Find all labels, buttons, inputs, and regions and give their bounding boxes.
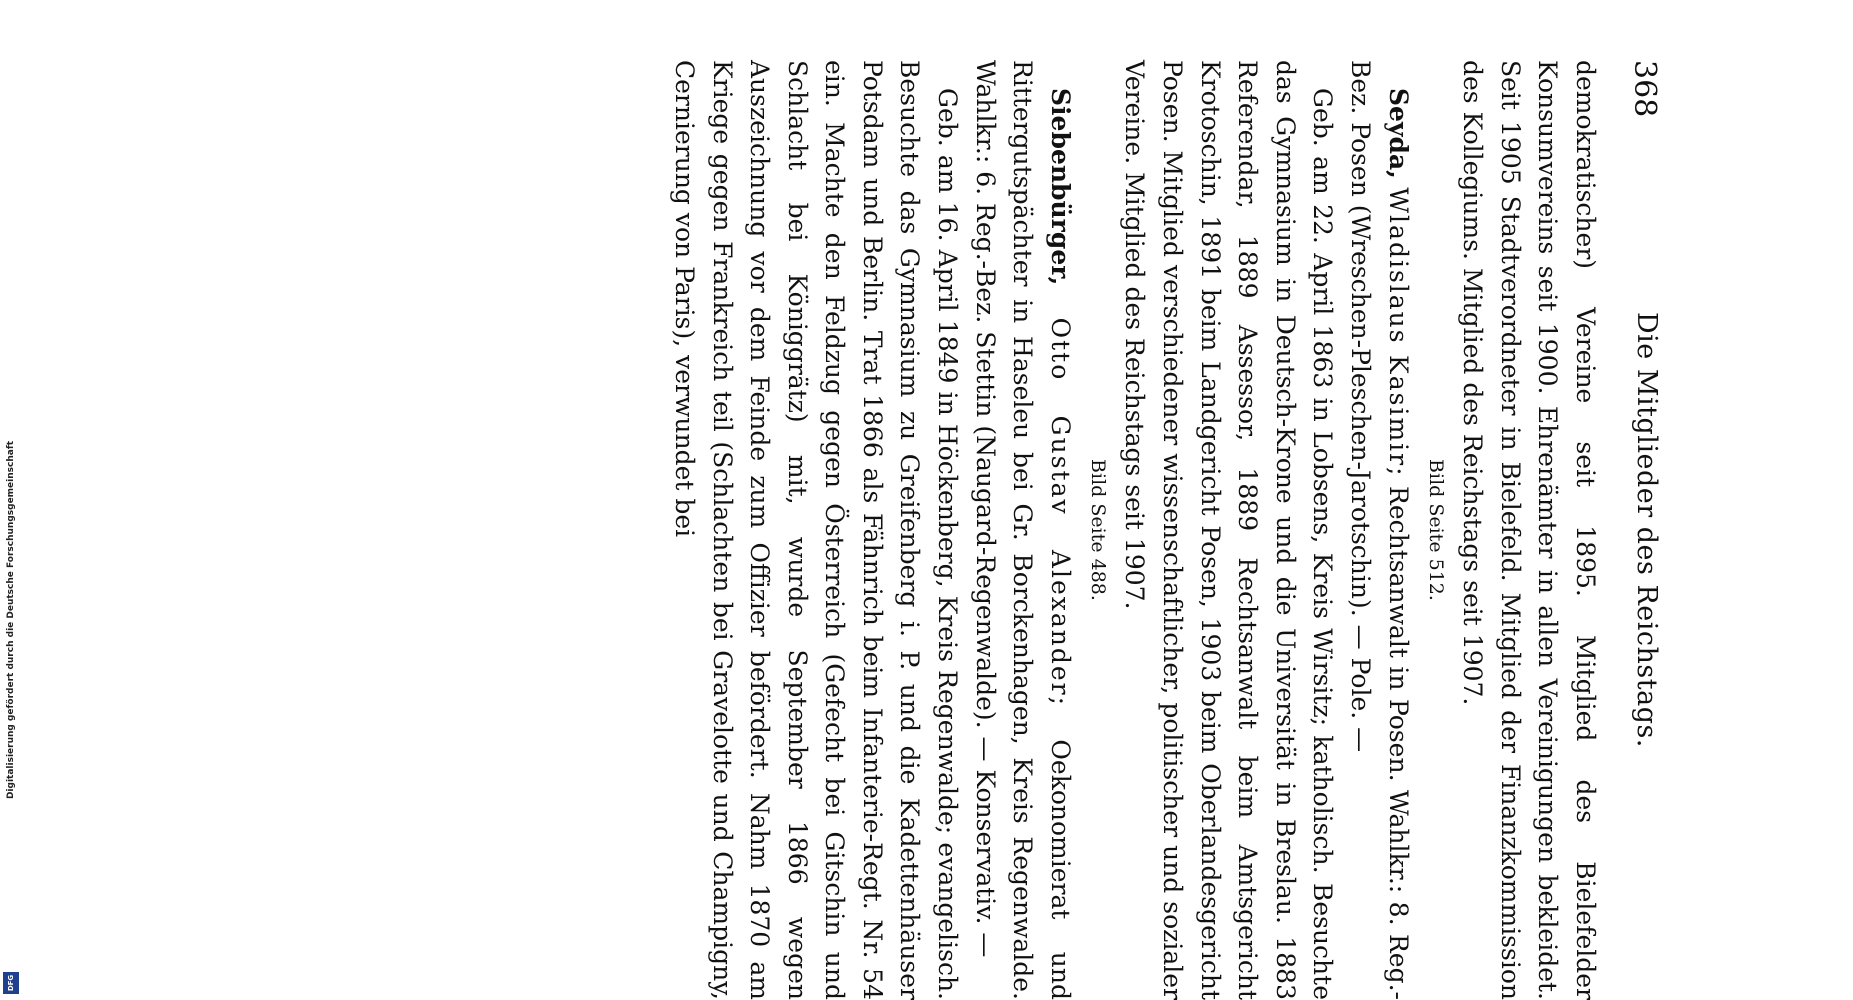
page-number: 368 <box>1627 60 1662 118</box>
entry-continuation: demokratischer) Vereine seit 1895. Mitglied des Bielefelder Konsumvereins seit 1900. Ehrenämter in allen Vereinigungen bekleidet. Seit 1905 Stadtverordneter in Bielefeld. Mitglied der Finanzkommission des Kollegiums. Mitglied des Reichstags seit 1907. <box>1458 60 1600 1000</box>
entry-given-names: Otto Gustav Alexander; <box>1045 317 1075 708</box>
page-body <box>665 60 1604 1000</box>
entry-biography: Geb. am 16. April 1849 in Höckenberg, Kreis Regenwalde; evangelisch. Besuchte das Gymnasium zu Greifenberg i. P. und die Kadettenhäuser Potsdam und Berlin. Trat 1866 als Fähnrich beim Infanterie-Regt. Nr. 54 ein. Machte den Feldzug gegen Österreich (Gefecht bei Gitschin und Schlacht bei Königgrätz) mit, wurde September 1866 wegen Auszeichnung vor dem Feinde zum Offizier befördert. Nahm 1870 am Kriege gegen Frankreich teil (Schlachten bei Gravelotte und Champigny, Cernierung von Paris), verwundet bei <box>669 60 963 1000</box>
entry-intro <box>966 60 1079 1000</box>
entry-intro <box>1341 60 1416 1000</box>
dfg-logo <box>3 972 19 994</box>
dfg-logo-text: DFG <box>7 974 15 992</box>
entry-biography: Geb. am 22. April 1863 in Lobsens, Kreis Wirsitz; katholisch. Besuchte das Gymnasium in Deutsch-Krone und die Universität in Breslau. 1883 Referendar, 1889 Assessor, 1889 Rechtsanwalt beim Amtsgericht Krotoschin, 1891 beim Landgericht Posen, 1903 beim Oberlandesgericht Posen. Mitglied verschiedener wissenschaftlicher, politischer und sozialer Vereine. Mitglied des Reichstags seit 1907. <box>1120 60 1338 1000</box>
image-reference: Bild Seite 488. <box>1086 459 1109 601</box>
entry-intro-text: Rechtsanwalt in Posen. Wahlkr.: 8. Reg.-Bez. Posen (Wreschen-Pleschen-Jarotschin). — Pole. — <box>1346 60 1413 1000</box>
image-reference: Bild Seite 512. <box>1424 459 1447 601</box>
dfg-credit: Digitalisierung gefördert durch die Deutsche Forschungsgemeinschaft <box>6 440 16 800</box>
entry-surname: Seyda, <box>1383 88 1413 179</box>
entry-intro-text: Oekonomierat und Rittergutspächter in Haseleu bei Gr. Borckenhagen, Kreis Regenwalde. Wahlkr.: 6. Reg.-Bez. Stettin (Naugard-Regenwalde). — Konservativ. — <box>970 60 1075 1000</box>
page-header <box>1622 60 1662 1000</box>
dfg-sidebar <box>0 0 22 1000</box>
entry-given-names: Wladislaus Kasimir; <box>1383 187 1413 478</box>
book-page <box>462 60 1662 1000</box>
running-head: Die Mitglieder des Reichstags. <box>1631 312 1662 748</box>
entry-surname: Siebenbürger, <box>1045 88 1075 286</box>
